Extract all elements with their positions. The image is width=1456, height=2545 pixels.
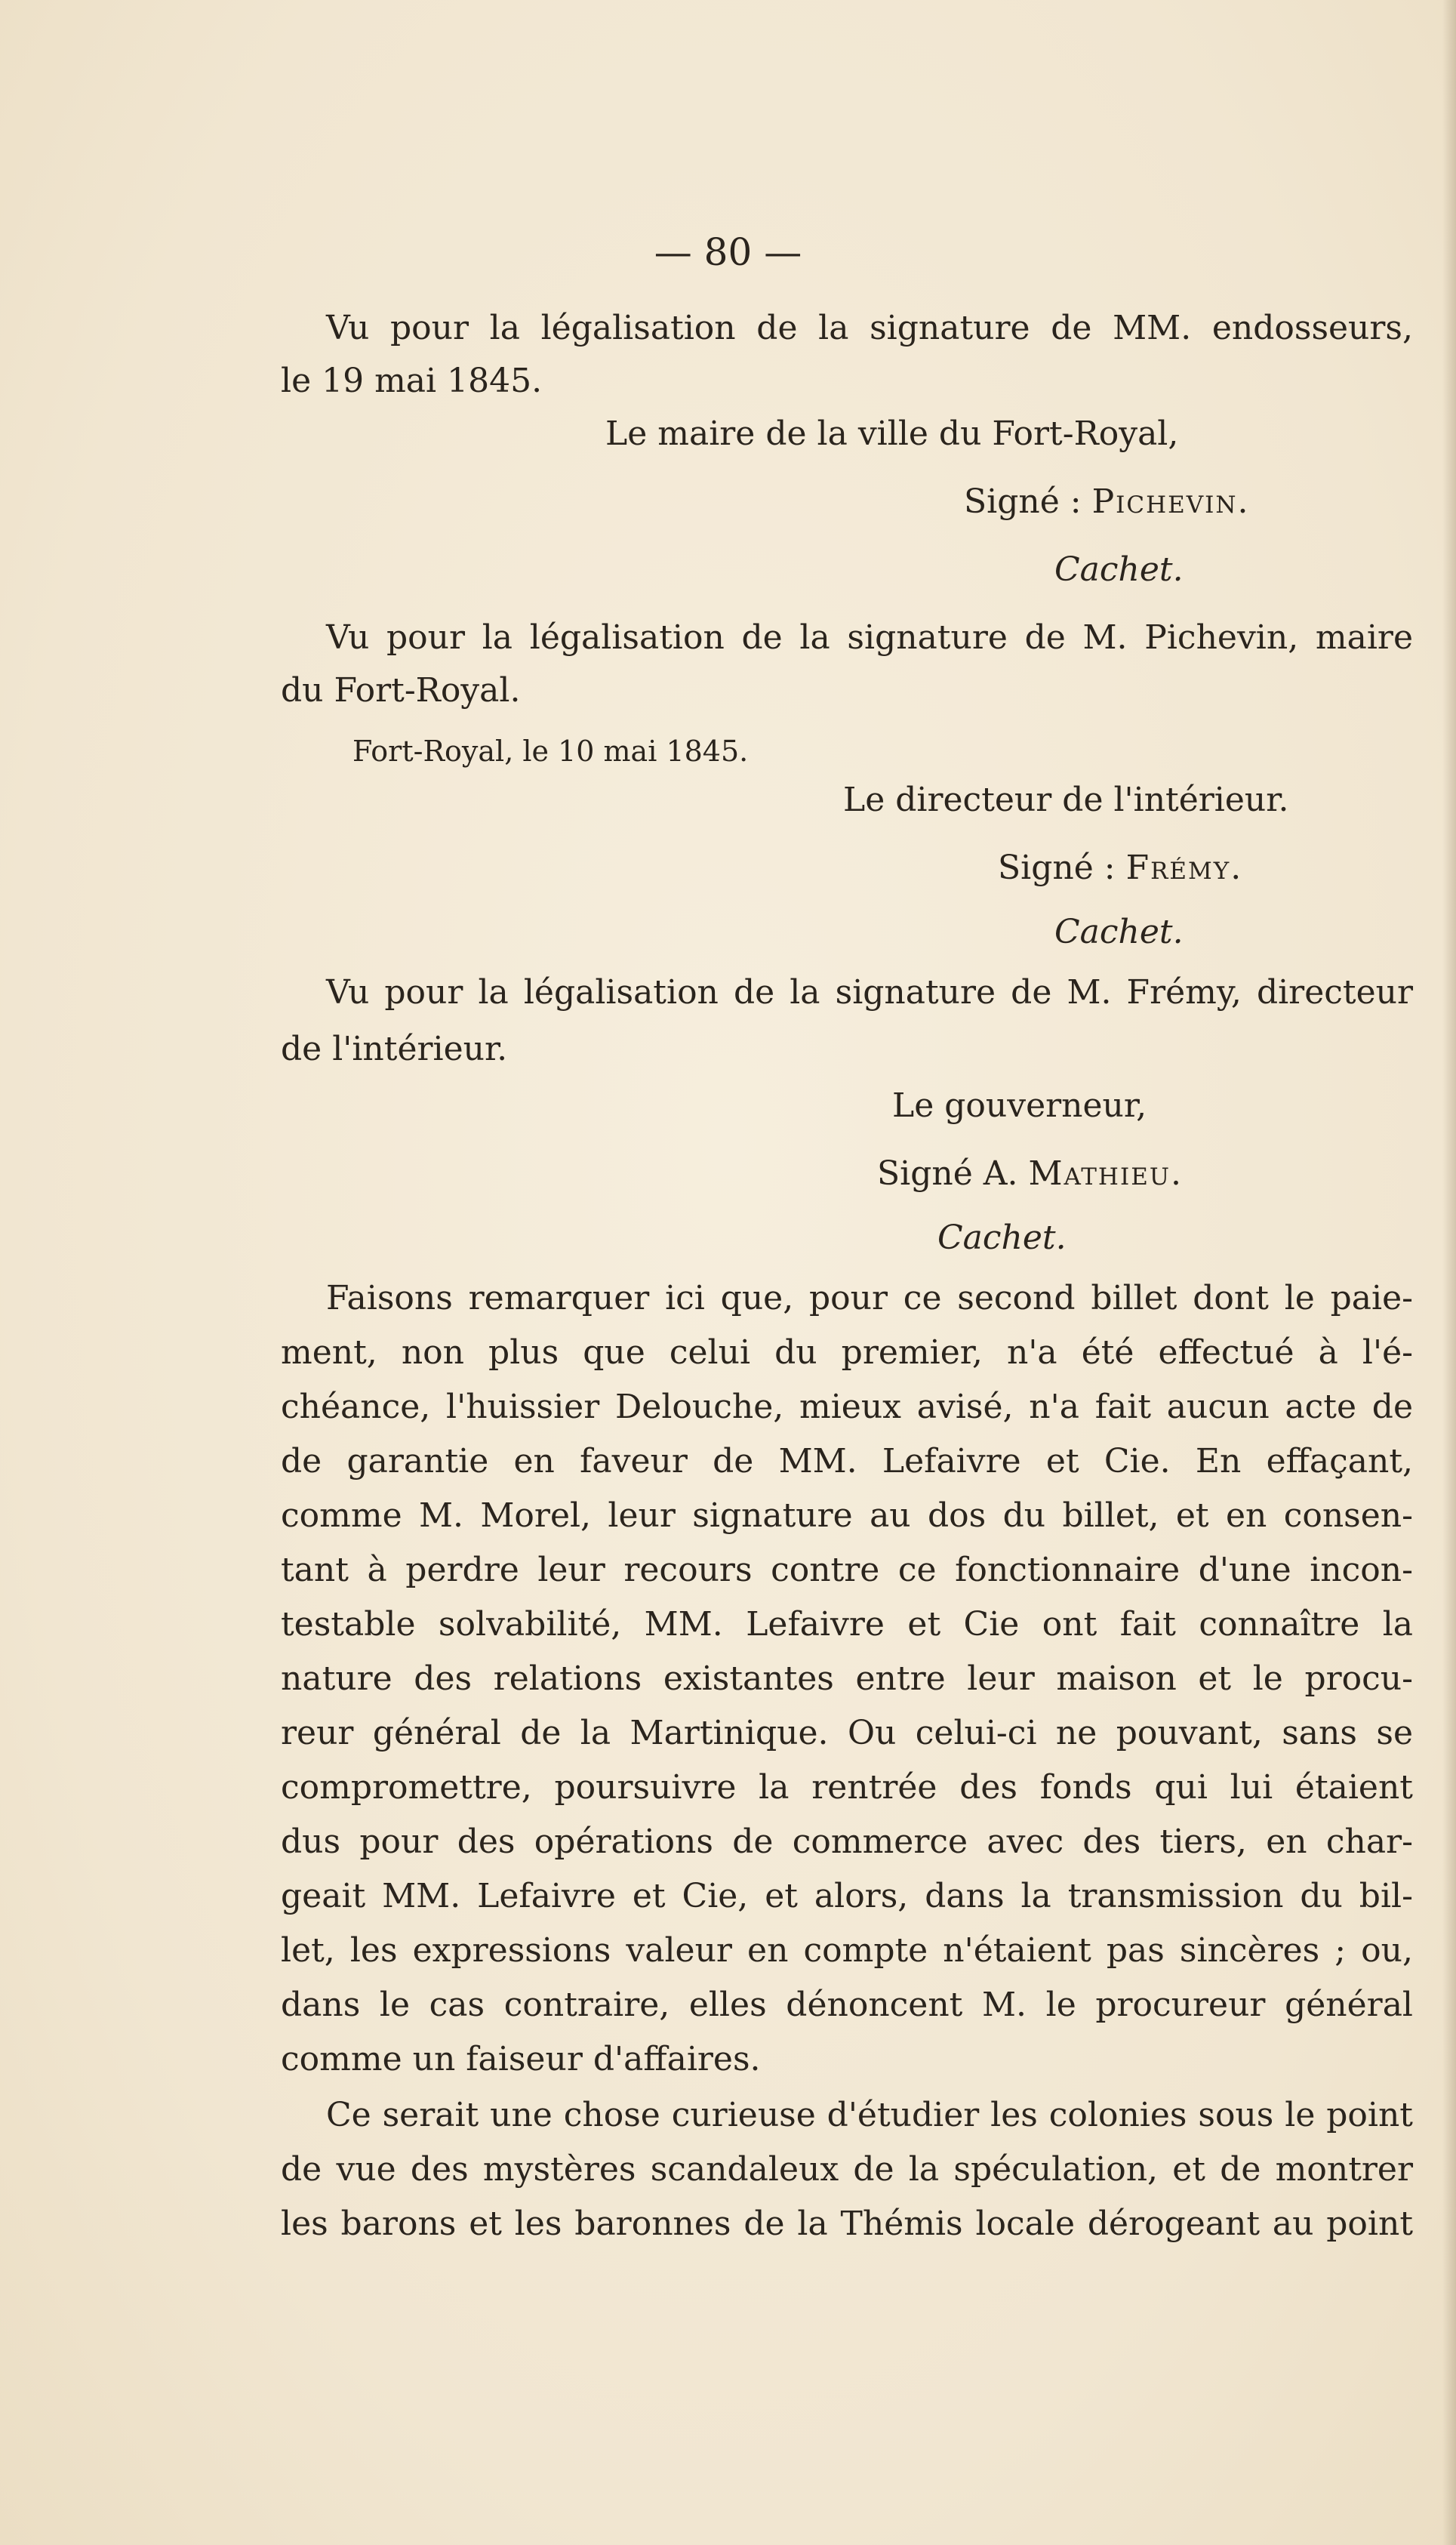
paragraph1-line: reur général de la Martinique. Ou celui-ci ne pouvant, sans se xyxy=(281,1714,1413,1752)
mayor-signature xyxy=(964,479,1250,525)
paragraph1-line: comme M. Morel, leur signature au dos du billet, et en consen- xyxy=(281,1496,1413,1535)
paragraph1-line: chéance, l'huissier Delouche, mieux avisé, n'a fait aucun acte de xyxy=(281,1388,1413,1426)
page-number: — 80 — xyxy=(654,230,802,274)
governor-signature xyxy=(877,1151,1183,1197)
legalisation-line-6: de l'intérieur. xyxy=(281,1030,508,1068)
paragraph1-line: comme un faiseur d'affaires. xyxy=(281,2040,761,2078)
legalisation-line-5: Vu pour la légalisation de la signature de M. Frémy, directeur xyxy=(326,973,1413,1012)
director-signature xyxy=(998,846,1242,891)
legalisation-line-3: Vu pour la légalisation de la signature de M. Pichevin, maire xyxy=(326,618,1413,657)
paragraph2-line: de vue des mystères scandaleux de la spéculation, et de montrer xyxy=(281,2150,1413,2189)
legalisation-line-4: du Fort-Royal. xyxy=(281,671,521,710)
signature-name: Pichevin. xyxy=(1091,482,1250,521)
cachet-1: Cachet. xyxy=(1054,550,1184,589)
paragraph1-line: dus pour des opérations de commerce avec des tiers, en char- xyxy=(281,1822,1413,1861)
paragraph1-line: compromettre, poursuivre la rentrée des fonds qui lui étaient xyxy=(281,1768,1413,1807)
paragraph1-line: nature des relations existantes entre leur maison et le procu- xyxy=(281,1659,1413,1698)
paragraph1-line: dans le cas contraire, elles dénoncent M. le procureur général xyxy=(281,1986,1413,2024)
paragraph2-line: les barons et les baronnes de la Thémis locale dérogeant au point xyxy=(281,2205,1413,2243)
paragraph1-line: testable solvabilité, MM. Lefaivre et Cie ont fait connaître la xyxy=(281,1605,1413,1644)
governor-title: Le gouverneur, xyxy=(892,1086,1147,1125)
paragraph1-line: tant à perdre leur recours contre ce fonctionnaire d'une incon- xyxy=(281,1551,1413,1589)
mayor-title: Le maire de la ville du Fort-Royal, xyxy=(605,414,1179,453)
signature-prefix: Signé A. xyxy=(877,1154,1029,1193)
signature-name: Frémy. xyxy=(1125,849,1243,887)
legalisation-line-2: le 19 mai 1845. xyxy=(281,362,543,400)
paragraph1-line: de garantie en faveur de MM. Lefaivre et Cie. En effaçant, xyxy=(281,1442,1413,1480)
paragraph1-line: geait MM. Lefaivre et Cie, et alors, dans la transmission du bil- xyxy=(281,1877,1413,1915)
paragraph2-line: Ce serait une chose curieuse d'étudier les colonies sous le point xyxy=(326,2096,1413,2134)
signature-name: Mathieu. xyxy=(1028,1154,1183,1193)
cachet-2: Cachet. xyxy=(1054,913,1184,951)
director-title: Le directeur de l'intérieur. xyxy=(843,781,1289,819)
signature-prefix: Signé : xyxy=(964,482,1092,521)
cachet-3: Cachet. xyxy=(937,1219,1067,1257)
paragraph1-line: Faisons remarquer ici que, pour ce second billet dont le paie- xyxy=(326,1279,1413,1317)
paragraph1-line: ment, non plus que celui du premier, n'a été effectué à l'é- xyxy=(281,1333,1413,1372)
signature-prefix: Signé : xyxy=(998,849,1126,887)
date-line: Fort-Royal, le 10 mai 1845. xyxy=(352,735,749,768)
paragraph1-line: let, les expressions valeur en compte n'étaient pas sincères ; ou, xyxy=(281,1931,1413,1970)
page-edge-shadow xyxy=(1442,0,1456,2545)
legalisation-line-1: Vu pour la légalisation de la signature de MM. endosseurs, xyxy=(326,309,1413,347)
